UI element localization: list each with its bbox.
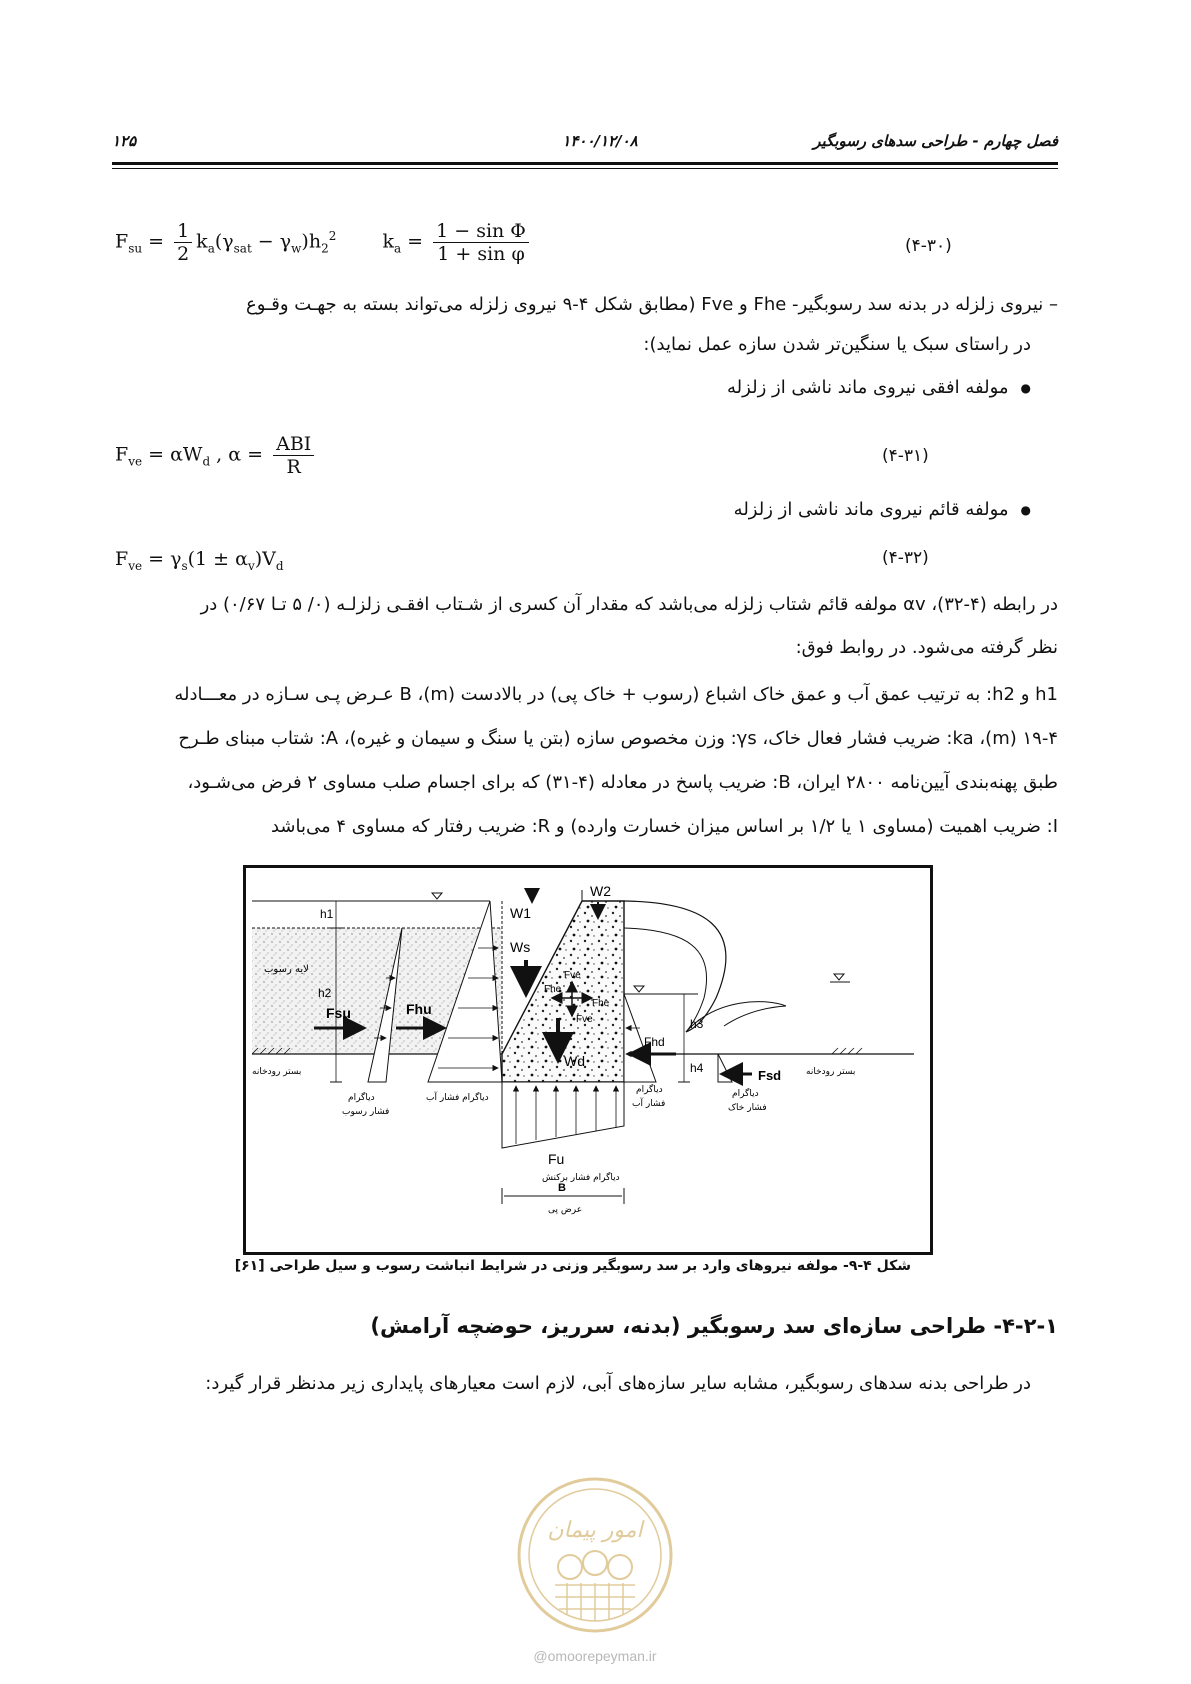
header-rule-thin — [112, 168, 1058, 169]
paragraph-stability-criteria: در طراحی بدنه سدهای رسوبگیر، مشابه سایر سازه‌های آبی، لازم است معیارهای پایداری زیر مدنظر قرار گیرد: — [205, 1373, 1031, 1394]
bullet-horizontal-component: ● مولفه افقی نیروی ماند ناشی از زلزله — [727, 368, 1031, 408]
label-diag-water-down-2: فشار آب — [632, 1099, 666, 1109]
equation-32: $F_{ve} = \gamma_s(1 \pm \alpha_v)V_d$ — [115, 548, 284, 573]
label-diag-water-up: دیاگرام فشار آب — [426, 1093, 489, 1103]
label-diag-uplift: دیاگرام فشار برکنش — [542, 1173, 620, 1183]
paragraph-definitions-3: طبق پهنه‌بندی آیین‌نامه ۲۸۰۰ ایران، B: ضریب پاسخ در معادله (۴-۳۱) که برای اجسام صلب مساوی ۲ فرض می‌شـود، — [187, 772, 1058, 793]
label-h4: h4 — [690, 1061, 704, 1075]
label-foundation-width: عرض پی — [548, 1205, 583, 1215]
dam-forces-diagram — [246, 868, 930, 1252]
earthquake-force-line-1: – نیروی زلزله در بدنه سد رسوبگیر- Fhe و Fve (مطابق شکل ۴-۹ نیروی زلزله می‌تواند بسته به جهـت وقـوع — [245, 294, 1058, 315]
uplift-pressure-diagram — [502, 1082, 624, 1148]
watermark-logo-text: امور پیمان — [547, 1518, 643, 1543]
page-number: ۱۲۵ — [112, 132, 137, 150]
label-fu: Fu — [548, 1151, 565, 1167]
label-h1: h1 — [320, 907, 334, 921]
equation-31-number: (۴-۳۱) — [882, 446, 929, 466]
label-fsd: Fsd — [758, 1068, 782, 1083]
label-wd: Wd — [564, 1053, 585, 1069]
paragraph-definitions-4: I: ضریب اهمیت (مساوی ۱ یا ۱/۲ بر اساس میزان خسارت وارده) و R: ضریب رفتار که مساوی ۴ می‌باشد — [270, 816, 1058, 837]
paragraph-alpha-v-2: نظر گرفته می‌شود. در روابط فوق: — [795, 637, 1058, 658]
equation-30-number: (۴-۳۰) — [905, 236, 952, 256]
label-diag-sediment-2: فشار رسوب — [342, 1107, 390, 1117]
earthquake-force-line-2: در راستای سبک یا سنگین‌تر شدن سازه عمل نماید): — [643, 334, 1031, 355]
label-diag-sediment-1: دیاگرام — [348, 1093, 375, 1103]
label-sediment-layer: لایه رسوب — [264, 964, 309, 975]
equation-32-number: (۴-۳۲) — [882, 548, 929, 568]
header-date: ۱۴۰۰/۱۲/۰۸ — [562, 132, 638, 150]
watermark-url: @omoorepeyman.ir — [533, 1648, 657, 1664]
paragraph-alpha-v-1: در رابطه (۴-۳۲)، αv مولفه قائم شتاب زلزله می‌باشد که مقدار آن کسری از شـتاب افقـی زلزلـه (۰/ ۵ تـا ۰/۶۷) در — [200, 594, 1058, 615]
label-diag-soil-1: دیاگرام — [732, 1089, 759, 1099]
figure-caption: شکل ۴-۹- مولفه نیروهای وارد بر سد رسوبگیر وزنی در شرایط انباشت رسوب و سیل طراحی [۶۱] — [234, 1258, 911, 1274]
label-w1: W1 — [510, 905, 531, 921]
chapter-title: فصل چهارم - طراحی سدهای رسوبگیر — [813, 132, 1058, 150]
label-diag-soil-2: فشار خاک — [728, 1103, 767, 1113]
soil-pressure-diagram — [718, 1054, 732, 1082]
header-rule-thick — [112, 162, 1058, 165]
equation-30: $F_{su}$ = $\frac{1}{2}$ $k_a(\gamma_{sat} - \gamma_w)h_2^2$ $k_a$ = $\frac{\text{1 − sin Φ}}{\text{1 + sin φ}}$ — [115, 220, 533, 265]
section-title: ۴-۲-۱- طراحی سازه‌ای سد رسوبگیر (بدنه، سرریز، حوضچه آرامش) — [370, 1314, 1058, 1338]
label-diag-water-down-1: دیاگرام — [636, 1085, 663, 1095]
label-riverbed-right: بستر رودخانه — [806, 1067, 856, 1077]
water-level-icon — [432, 893, 442, 899]
label-fve-top: Fve — [564, 970, 581, 981]
label-riverbed-left: بستر رودخانه — [252, 1067, 302, 1077]
paragraph-definitions-2: ۱۹-۴ (m)، ka: ضریب فشار فعال خاک، γs: وزن مخصوص سازه (بتن یا سنگ و سیمان و غیره)، A: شتاب مبنای طـرح — [178, 728, 1058, 749]
label-fsu: Fsu — [326, 1005, 351, 1021]
label-fhu: Fhu — [406, 1001, 432, 1017]
paragraph-definitions-1: h1 و h2: به ترتیب عمق آب و عمق خاک اشباع (رسوب + خاک پی) در بالادست (m)، B عـرض پـی سـازه در معـــادله — [174, 684, 1058, 705]
bullet-vertical-component: ● مولفه قائم نیروی ماند ناشی از زلزله — [734, 490, 1031, 530]
label-h2: h2 — [318, 986, 332, 1000]
label-ws: Ws — [510, 939, 531, 955]
label-h3: h3 — [690, 1017, 704, 1031]
equation-31: $F_{ve} = \alpha W_d$ , α = $\frac{\text{ABI}}{R}$ — [115, 433, 318, 478]
label-fve-bottom: Fve — [576, 1014, 593, 1025]
label-fhd: Fhd — [644, 1035, 665, 1049]
watermark-logo — [515, 1475, 675, 1635]
label-b: B — [558, 1182, 566, 1194]
label-fhe-right: Fhe — [592, 998, 610, 1009]
dam-body — [502, 901, 624, 1082]
figure-dam-forces — [243, 865, 933, 1255]
label-w2: W2 — [590, 883, 611, 899]
label-fhe-left: Fhe — [544, 984, 562, 995]
